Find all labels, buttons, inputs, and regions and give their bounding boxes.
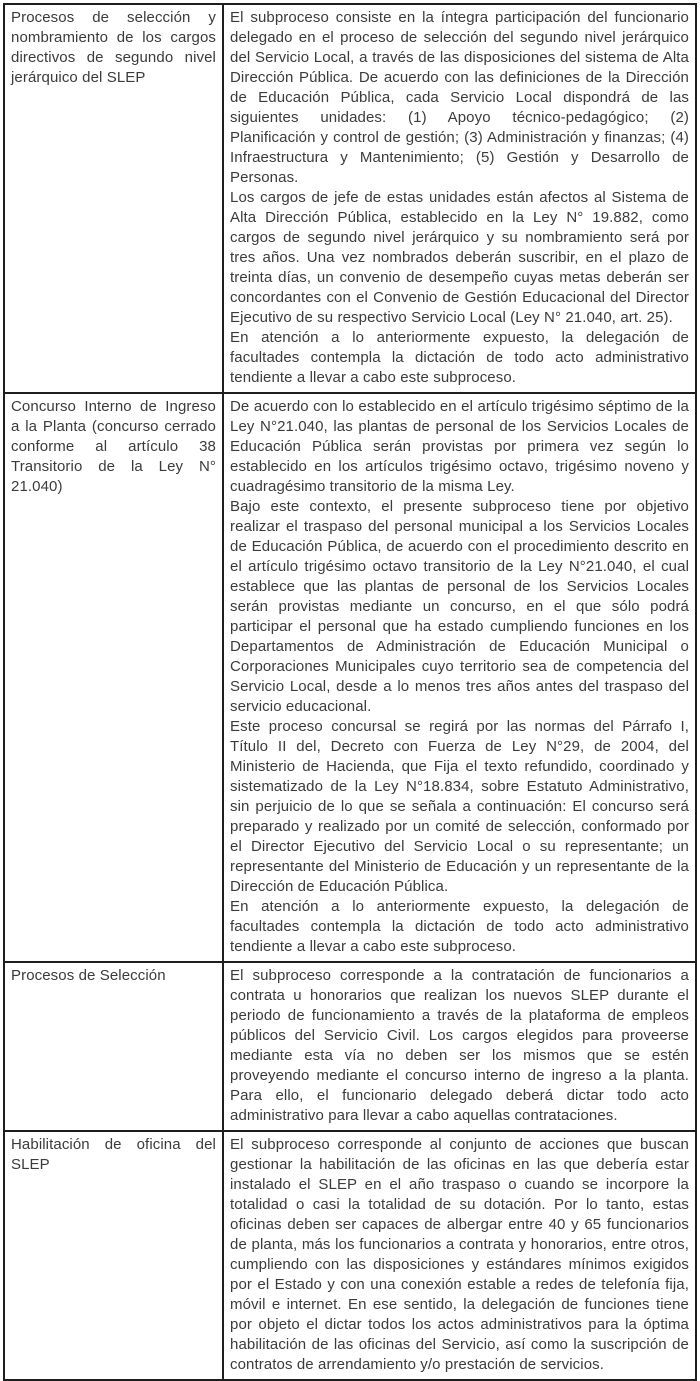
subprocess-description-cell <box>223 393 696 962</box>
subprocess-description-cell <box>223 1131 696 1380</box>
delegation-subprocess-table <box>3 3 697 1381</box>
description-paragraph: Este proceso concursal se regirá por las normas del Párrafo I, Título II del, Decreto con Fuerza de Ley N°29, de 2004, del Ministerio de Hacienda, que Fija el texto refundido, coordinado y sistematizado de la Ley N°18.834, sobre Estatuto Administrativo, sin perjuicio de lo que se señala a continuación: El concurso será preparado y realizado por un comité de selección, conformado por el Director Ejecutivo del Servicio Local o su representante; un representante del Ministerio de Educación y un representante de la Dirección de Educación Pública. <box>230 718 689 895</box>
subprocess-title-cell <box>4 393 223 962</box>
table-row <box>4 962 696 1131</box>
description-paragraph: El subproceso consiste en la íntegra participación del funcionario delegado en el proceso de selección del segundo nivel jerárquico del Servicio Local, a través de las disposiciones del sistema de Alta Dirección Pública. De acuerdo con las definiciones de la Dirección de Educación Pública, cada Servicio Local dispondrá de las siguientes unidades: (1) Apoyo técnico-pedagógico; (2) Planificación y control de gestión; (3) Administración y finanzas; (4) Infraestructura y Mantenimiento; (5) Gestión y Desarrollo de Personas. <box>230 9 689 186</box>
subprocess-title: Habilitación de oficina del SLEP <box>11 1136 216 1173</box>
description-paragraph: En atención a lo anteriormente expuesto, la delegación de facultades contempla la dictación de todo acto administrativo tendiente a llevar a cabo este subproceso. <box>230 329 689 386</box>
description-paragraph: De acuerdo con lo establecido en el artículo trigésimo séptimo de la Ley N°21.040, las plantas de personal de los Servicios Locales de Educación Pública serán provistas por primera vez según lo establecido en los artículos trigésimo octavo, trigésimo noveno y cuadragésimo transitorio de la misma Ley. <box>230 398 689 495</box>
description-paragraph: Los cargos de jefe de estas unidades están afectos al Sistema de Alta Dirección Pública, establecido en la Ley N° 19.882, como cargos de segundo nivel jerárquico y su nombramiento será por tres años. Una vez nombrados deberán suscribir, en el plazo de treinta días, un convenio de desempeño cuyas metas deberán ser concordantes con el Convenio de Gestión Educacional del Director Ejecutivo de su respectivo Servicio Local (Ley N° 21.040, art. 25). <box>230 189 689 326</box>
subprocess-title: Concurso Interno de Ingreso a la Planta (concurso cerrado conforme al artículo 38 Transitorio de la Ley N° 21.040) <box>11 398 216 495</box>
table-row <box>4 393 696 962</box>
description-paragraph: En atención a lo anteriormente expuesto, la delegación de facultades contempla la dictación de todo acto administrativo tendiente a llevar a cabo este subproceso. <box>230 898 689 955</box>
subprocess-description-cell <box>223 4 696 393</box>
description-paragraph: El subproceso corresponde a la contratación de funcionarios a contrata u honorarios que realizan los nuevos SLEP durante el periodo de funcionamiento a través de la plataforma de empleos públicos del Servicio Civil. Los cargos elegidos para proveerse mediante esta vía no deben ser los mismos que se estén proveyendo mediante el concurso interno de ingreso a la planta. Para ello, el funcionario delegado deberá dictar todo acto administrativo para llevar a cabo aquellas contrataciones. <box>230 967 689 1124</box>
subprocess-title-cell <box>4 1131 223 1380</box>
description-paragraph: El subproceso corresponde al conjunto de acciones que buscan gestionar la habilitación de las oficinas en las que debería estar instalado el SLEP en el año traspaso o cuando se incorpore la totalidad o casi la totalidad de su dotación. Por lo tanto, estas oficinas deben ser capaces de albergar entre 40 y 65 funcionarios de planta, más los funcionarios a contrata y honorarios, entre otros, cumpliendo con las disposiciones y estándares mínimos exigidos por el Estado y con una conexión estable a redes de telefonía fija, móvil e internet. En ese sentido, la delegación de funciones tiene por objeto el dictar todos los actos administrativos para la óptima habilitación de las oficinas del Servicio, así como la suscripción de contratos de arrendamiento y/o prestación de servicios. <box>230 1136 689 1373</box>
description-paragraph: Bajo este contexto, el presente subproceso tiene por objetivo realizar el traspaso del personal municipal a los Servicios Locales de Educación Pública, de acuerdo con el procedimiento descrito en el artículo trigésimo octavo transitorio de la Ley N°21.040, el cual establece que las plantas de personal de los Servicios Locales serán provistas mediante un concurso, en el que sólo podrá participar el personal que ha estado cumpliendo funciones en los Departamentos de Administración de Educación Municipal o Corporaciones Municipales cuyo territorio sea de competencia del Servicio Local, desde a lo menos tres años antes del traspaso del servicio educacional. <box>230 498 689 715</box>
table-row <box>4 4 696 393</box>
subprocess-description-cell <box>223 962 696 1131</box>
subprocess-title: Procesos de Selección <box>11 967 166 984</box>
subprocess-title-cell <box>4 4 223 393</box>
table-row <box>4 1131 696 1380</box>
subprocess-title: Procesos de selección y nombramiento de los cargos directivos de segundo nivel jerárquico del SLEP <box>11 9 216 86</box>
subprocess-title-cell <box>4 962 223 1131</box>
